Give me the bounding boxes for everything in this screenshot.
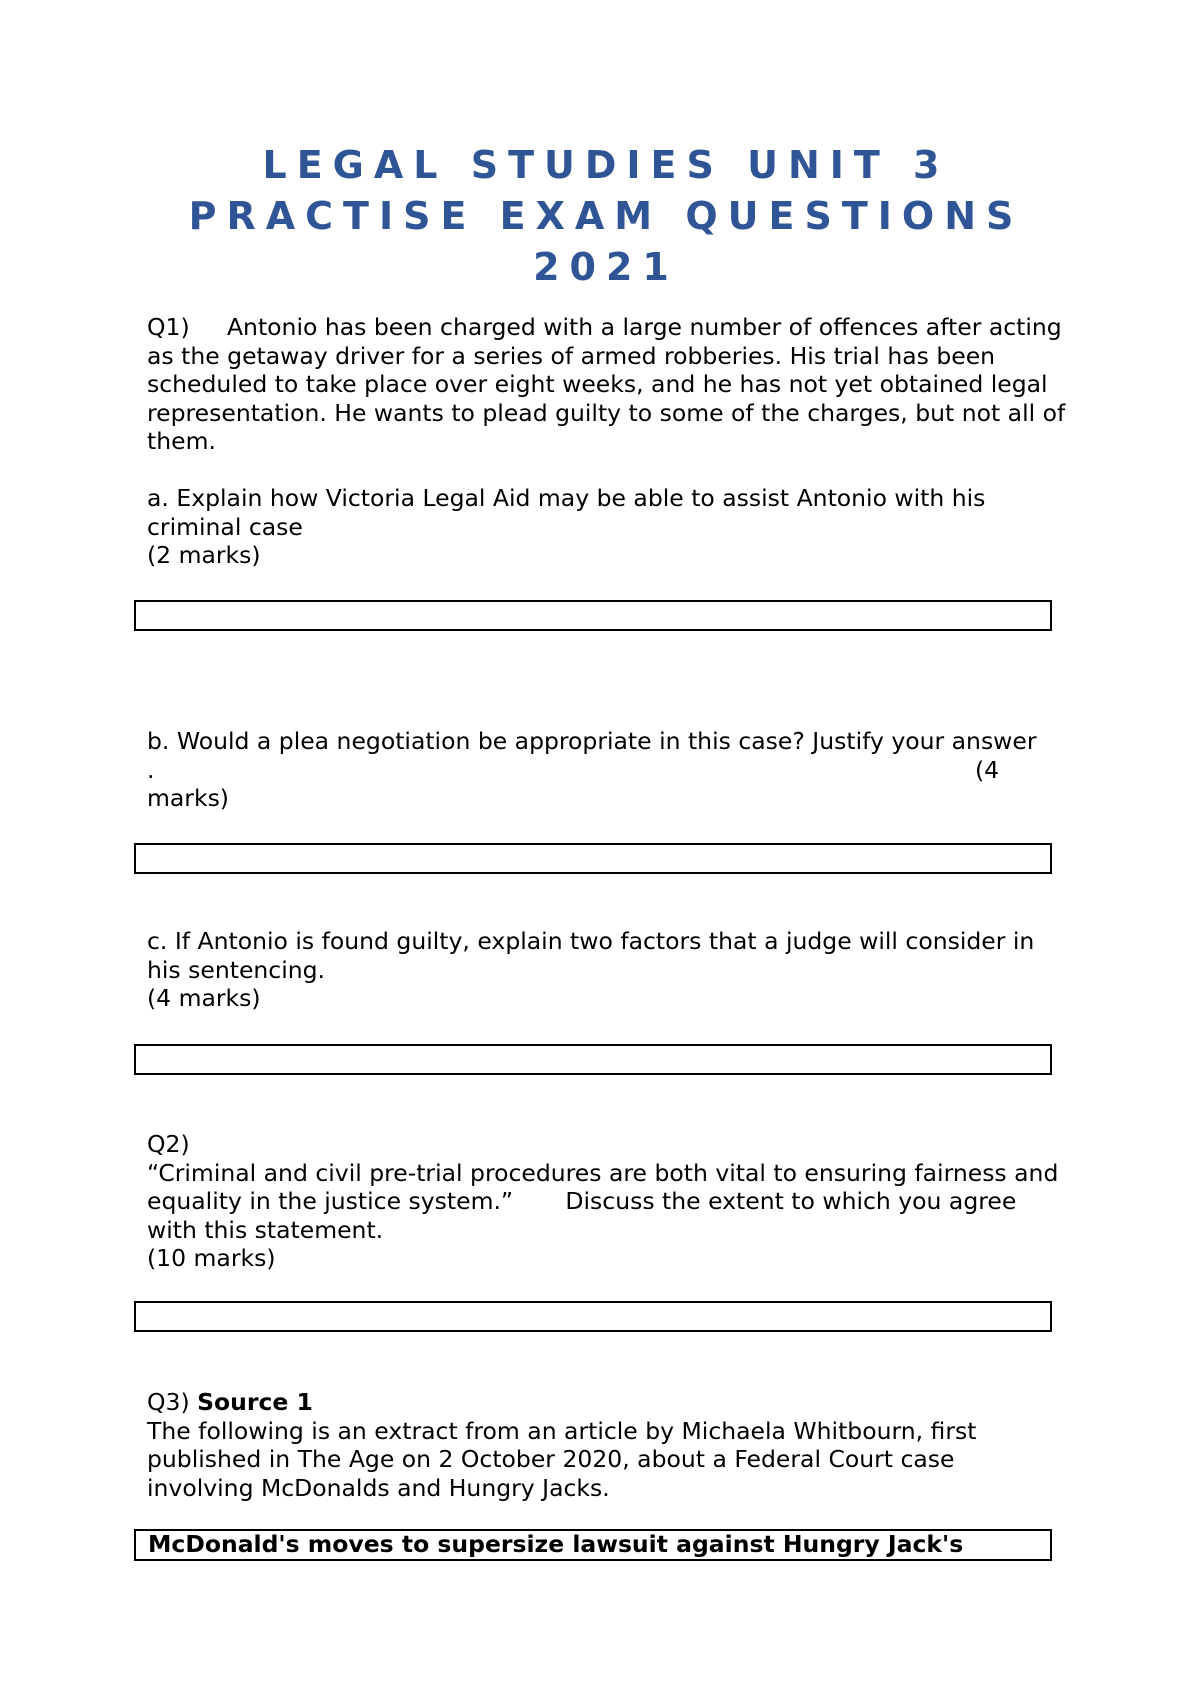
q1-label: Q1) [147,313,190,341]
title-line-2: PRACTISE EXAM QUESTIONS [188,194,1024,238]
q1c-answer-box[interactable] [134,1044,1052,1075]
q1a-text: a. Explain how Victoria Legal Aid may be able to assist Antonio with his criminal case [147,484,993,541]
q3-source-box [134,1529,1052,1561]
q1b-text: b. Would a plea negotiation be appropriate in this case? Justify your answer [147,727,1037,755]
q2-instruction: Discuss the extent to which you agree with this statement. [147,1187,1024,1244]
q1c-marks: (4 marks) [147,984,261,1012]
q1a-prompt [147,484,1067,570]
q3-prompt [147,1388,1067,1502]
q2-marks: (10 marks) [147,1244,276,1272]
q2-prompt [147,1130,1067,1273]
title-line-3: 2021 [533,245,679,289]
q1b-answer-box[interactable] [134,843,1052,874]
q1-stem [147,313,1073,456]
q1a-marks: (2 marks) [147,541,261,569]
q1-text: Antonio has been charged with a large number of offences after acting as the getaway driver for a series of armed robberies. His trial has been scheduled to take place over eight weeks, and he has not yet obtained legal representation. He wants to plead guilty to some of the charges, but not all of them. [147,313,1073,455]
q3-label: Q3) [147,1388,190,1416]
q2-label: Q2) [147,1130,190,1158]
q2-answer-box[interactable] [134,1301,1052,1332]
q1b-dot: . [147,755,155,784]
q1b-marks-close: marks) [147,784,229,812]
q1a-answer-box[interactable] [134,600,1052,631]
q1c-prompt [147,927,1067,1013]
q3-article-headline: McDonald's moves to supersize lawsuit against Hungry Jack's [148,1531,964,1558]
document-title [0,140,1200,293]
q1b-prompt [147,727,1067,813]
q1b-marks-open: (4 [975,755,1000,784]
q3-source-label: Source 1 [197,1388,313,1416]
title-line-1: LEGAL STUDIES UNIT 3 [262,143,950,187]
q2-quote: “Criminal and civil pre-trial procedures are both vital to ensuring fairness and equality in the justice system.” [147,1158,1066,1215]
q3-text: The following is an extract from an article by Michaela Whitbourn, first published in The Age on 2 October 2020, about a Federal Court case involving McDonalds and Hungry Jacks. [147,1416,984,1502]
q1c-text: c. If Antonio is found guilty, explain two factors that a judge will consider in his sentencing. [147,927,1042,984]
